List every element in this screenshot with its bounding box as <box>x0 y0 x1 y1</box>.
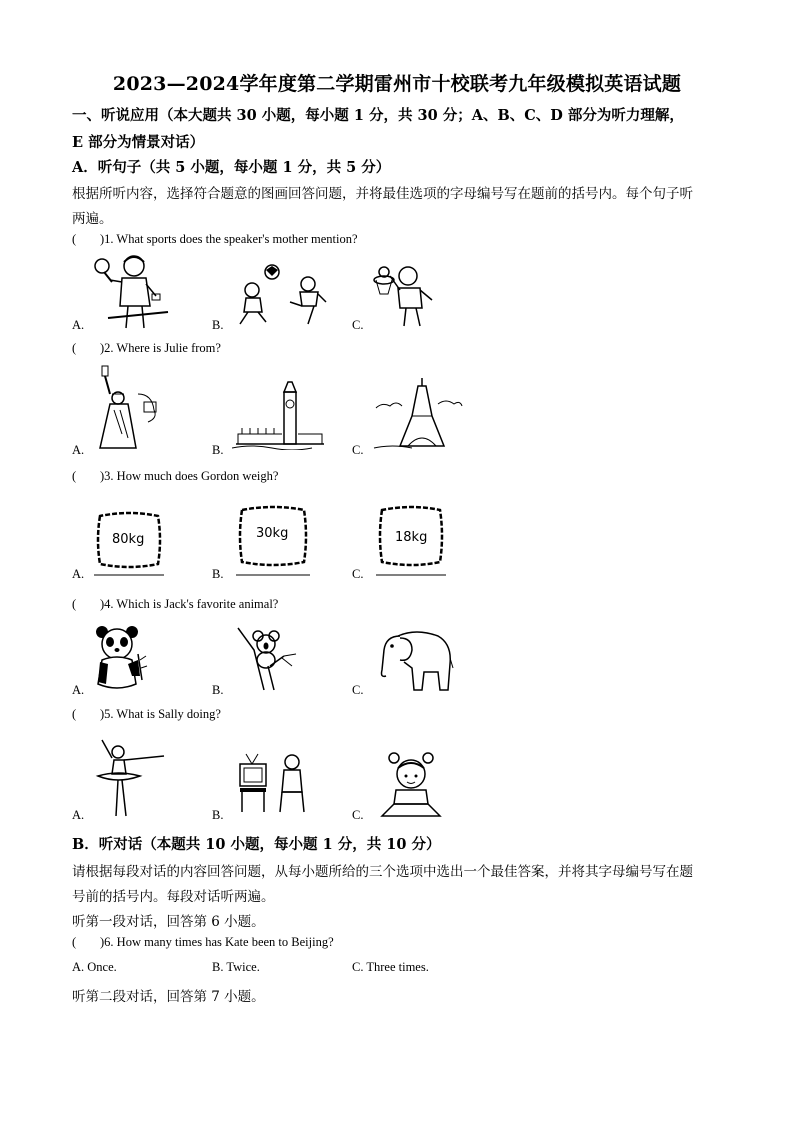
q6-option-b: B. Twice. <box>212 960 260 974</box>
option-letter: B. <box>212 808 224 822</box>
eiffel-tower-image <box>372 376 464 452</box>
option-letter: B. <box>212 443 224 457</box>
option-letter: B. <box>212 683 224 697</box>
partA-instruction-line2: 两遍。 <box>72 211 113 227</box>
weight-sign-80kg <box>94 508 166 578</box>
koala-image <box>234 626 300 692</box>
question-6 <box>72 935 334 950</box>
question-text: )6. How many times has Kate been to Beijing? <box>100 935 334 949</box>
answer-paren[interactable]: ( <box>72 935 77 949</box>
option-letter: C. <box>352 318 364 332</box>
answer-paren[interactable]: ( <box>72 232 77 246</box>
question-3 <box>72 469 278 484</box>
question-text: )3. How much does Gordon weigh? <box>100 469 279 483</box>
question-text: )5. What is Sally doing? <box>100 707 221 721</box>
weight-label: 80kg <box>112 532 145 547</box>
weight-label: 30kg <box>256 526 289 541</box>
option-letter: B. <box>212 567 224 581</box>
option-letter: A. <box>72 443 85 457</box>
soccer-players-image <box>232 262 328 328</box>
option-letter: A. <box>72 808 85 822</box>
weight-sign-30kg <box>236 502 312 578</box>
partB-heading: B．听对话（本题共 10 小题，每小题 1 分，共 10 分） <box>72 836 441 853</box>
big-ben-image <box>232 378 328 450</box>
question-4 <box>72 597 278 612</box>
dialog-2-instruction: 听第二段对话，回答第 7 小题。 <box>72 989 265 1005</box>
dialog-1-instruction: 听第一段对话，回答第 6 小题。 <box>72 914 265 930</box>
answer-paren[interactable]: ( <box>72 341 77 355</box>
answer-paren[interactable]: ( <box>72 597 77 611</box>
option-letter: C. <box>352 443 364 457</box>
option-letter: A. <box>72 567 85 581</box>
question-2 <box>72 341 221 356</box>
section1-heading-line1: 一、听说应用（本大题共 30 小题，每小题 1 分，共 30 分；A、B、C、D 部分为听力理解， <box>72 107 684 124</box>
elephant-image <box>376 628 454 694</box>
table-tennis-player-image <box>88 252 170 330</box>
question-text: )4. Which is Jack's favorite animal? <box>100 597 279 611</box>
ballerina-image <box>88 734 168 820</box>
option-letter: A. <box>72 318 85 332</box>
partA-heading: A．听句子（共 5 小题，每小题 1 分，共 5 分） <box>72 159 391 176</box>
question-text: )2. Where is Julie from? <box>100 341 221 355</box>
partB-instruction-line2: 号前的括号内。每段对话听两遍。 <box>72 889 275 905</box>
watching-tv-image <box>236 752 312 816</box>
question-text: )1. What sports does the speaker's mother mention? <box>100 232 358 246</box>
exam-title: 2023—2024学年度第二学期雷州市十校联考九年级模拟英语试题 <box>112 73 682 95</box>
partA-instruction-line1: 根据所听内容，选择符合题意的图画回答问题，并将最佳选项的字母编号写在题前的括号内。每个句子听 <box>72 186 693 202</box>
statue-of-liberty-image <box>92 364 164 450</box>
weight-label: 18kg <box>395 530 428 545</box>
q6-option-a: A. Once. <box>72 960 117 974</box>
q6-option-c: C. Three times. <box>352 960 429 974</box>
panda-image <box>94 624 148 692</box>
reading-girl-image <box>376 750 446 820</box>
option-letter: B. <box>212 318 224 332</box>
option-letter: C. <box>352 567 364 581</box>
question-1 <box>72 232 358 247</box>
basketball-player-image <box>370 262 436 330</box>
option-letter: A. <box>72 683 85 697</box>
option-letter: C. <box>352 808 364 822</box>
question-5 <box>72 707 221 722</box>
answer-paren[interactable]: ( <box>72 707 77 721</box>
section1-heading-line2: E 部分为情景对话） <box>72 134 205 151</box>
weight-sign-18kg <box>376 502 448 578</box>
option-letter: C. <box>352 683 364 697</box>
partB-instruction-line1: 请根据每段对话的内容回答问题，从每小题所给的三个选项中选出一个最佳答案，并将其字母编号写在题 <box>72 864 693 880</box>
answer-paren[interactable]: ( <box>72 469 77 483</box>
